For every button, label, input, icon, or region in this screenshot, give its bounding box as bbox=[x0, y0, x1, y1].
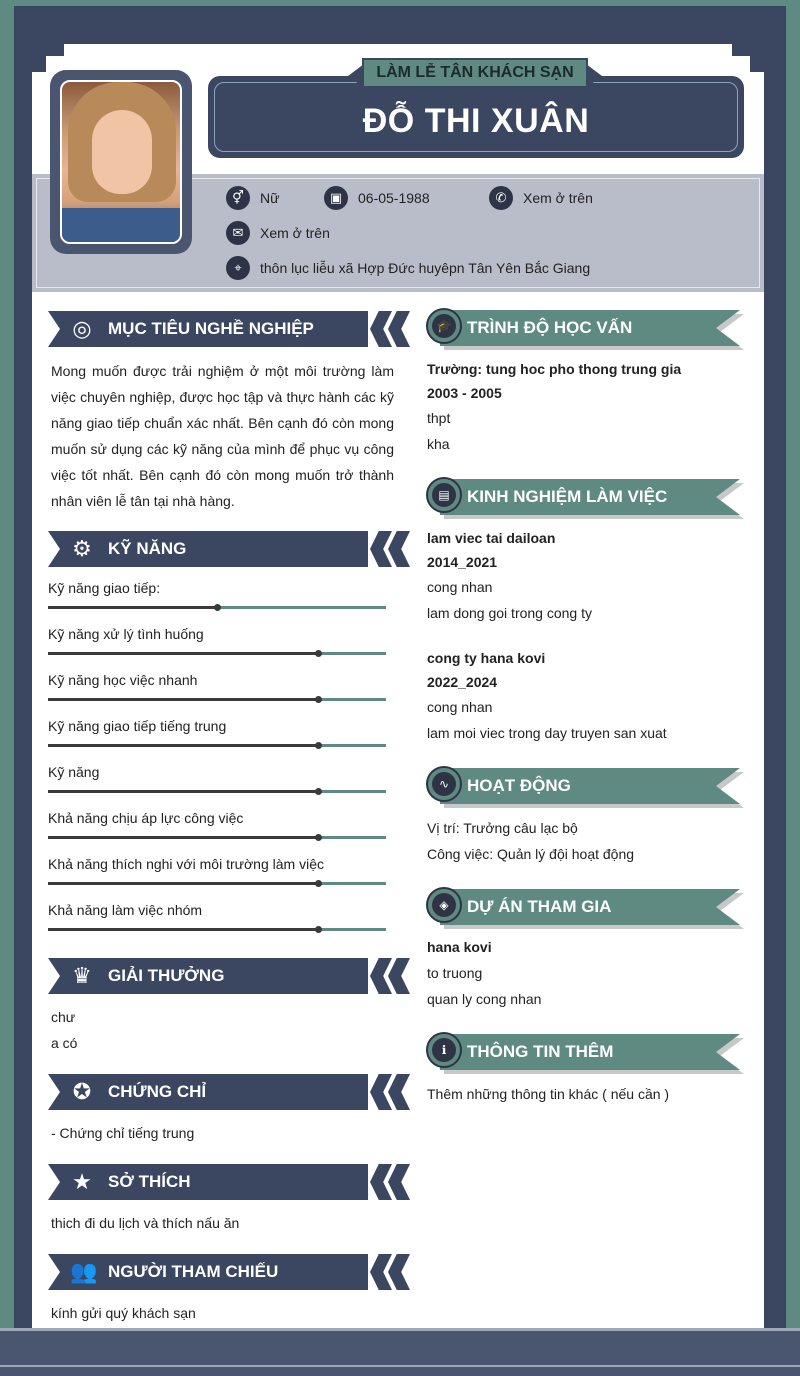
skill-bar-fill bbox=[48, 882, 318, 885]
activities-header bbox=[426, 766, 742, 804]
skill-bar-fill bbox=[48, 652, 318, 655]
skill-bar bbox=[48, 882, 386, 885]
objective-text[interactable]: Mong muốn được trải nghiệm ở một môi trường làm việc chuyên nghiệp, được học tập và thực hành các kỹ năng giao tiếp chuẩn xác nhất. Bên cạnh đó còn mong muốn sử dụng các kỹ năng của mình để phục vụ công việc tốt nhất. Bên cạnh đó còn mong muốn trở thành nhân viên lễ tân tại nhà hàng. bbox=[51, 363, 394, 509]
skill-label[interactable]: Kỹ năng bbox=[48, 764, 100, 780]
activity-line[interactable]: Vị trí: Trưởng câu lạc bộ bbox=[427, 820, 578, 836]
skill-bar-fill bbox=[48, 698, 318, 701]
skill-bar bbox=[48, 744, 386, 747]
activity-line[interactable]: Công việc: Quản lý đội hoạt động bbox=[427, 846, 635, 862]
project-name[interactable]: hana kovi bbox=[427, 939, 492, 955]
skill-label[interactable]: Khả năng thích nghi với môi trường làm việc bbox=[48, 856, 324, 872]
extra-info-line[interactable]: Thêm những thông tin khác ( nếu cần ) bbox=[427, 1086, 670, 1102]
address-value[interactable]: thôn lục liễu xã Hợp Đức huyêpn Tân Yên Bắc Giang bbox=[260, 260, 591, 276]
awards-line[interactable]: chư bbox=[51, 1009, 76, 1025]
objective-title: MỤC TIÊU NGHỀ NGHIỆP bbox=[108, 319, 314, 338]
project-line[interactable]: to truong bbox=[427, 965, 483, 981]
job-role[interactable]: cong nhan bbox=[427, 699, 493, 715]
skill-bar-fill bbox=[48, 928, 318, 931]
references-header bbox=[48, 1254, 398, 1290]
avatar[interactable] bbox=[60, 80, 182, 244]
education-line[interactable]: thpt bbox=[427, 410, 451, 426]
certificates-title: CHỨNG CHỈ bbox=[108, 1082, 207, 1101]
certificate-line[interactable]: - Chứng chỉ tiếng trung bbox=[51, 1125, 195, 1141]
gender-icon: ⚥ bbox=[226, 186, 250, 210]
job-desc[interactable]: lam moi viec trong day truyen san xuat bbox=[427, 725, 667, 741]
skill-label[interactable]: Khả năng chịu áp lực công việc bbox=[48, 810, 244, 826]
hobby-line[interactable]: thich đi du lịch và thích nấu ăn bbox=[51, 1215, 240, 1231]
skill-label[interactable]: Khả năng làm việc nhóm bbox=[48, 902, 203, 918]
job-years[interactable]: 2014_2021 bbox=[427, 554, 498, 570]
briefcase-icon: ▤ bbox=[432, 483, 456, 507]
activities-title: HOẠT ĐỘNG bbox=[467, 776, 571, 795]
awards-title: GIẢI THƯỞNG bbox=[108, 966, 225, 985]
layers-icon: ◈ bbox=[432, 893, 456, 917]
education-header bbox=[426, 308, 742, 346]
project-line[interactable]: quan ly cong nhan bbox=[427, 991, 542, 1007]
email-icon: ✉ bbox=[226, 221, 250, 245]
pulse-icon: ∿ bbox=[432, 772, 456, 796]
job-role[interactable]: cong nhan bbox=[427, 579, 493, 595]
people-icon: 👥 bbox=[70, 1259, 98, 1284]
job-title-ribbon bbox=[348, 58, 602, 92]
skill-label[interactable]: Kỹ năng giao tiếp: bbox=[48, 580, 161, 596]
phone-icon: ✆ bbox=[489, 186, 513, 210]
avatar-frame bbox=[50, 70, 192, 254]
skill-bar bbox=[48, 698, 386, 701]
skill-bar-fill bbox=[48, 606, 217, 609]
frame-notch bbox=[46, 44, 64, 56]
education-line[interactable]: kha bbox=[427, 436, 450, 452]
skills-title: KỸ NĂNG bbox=[108, 539, 187, 558]
gender-item bbox=[226, 186, 279, 210]
education-school[interactable]: Trường: tung hoc pho thong trung gia bbox=[427, 361, 682, 377]
birthdate-value[interactable]: 06-05-1988 bbox=[358, 190, 430, 206]
skill-label[interactable]: Kỹ năng học việc nhanh bbox=[48, 672, 198, 688]
education-title: TRÌNH ĐỘ HỌC VẤN bbox=[467, 318, 633, 337]
location-icon: ⌖ bbox=[226, 256, 250, 280]
gear-icon: ⚙ bbox=[72, 536, 92, 561]
skill-bar bbox=[48, 836, 386, 839]
calendar-icon: ▣ bbox=[324, 186, 348, 210]
skill-bar-fill bbox=[48, 790, 318, 793]
job-company[interactable]: lam viec tai dailoan bbox=[427, 530, 556, 546]
job-company[interactable]: cong ty hana kovi bbox=[427, 650, 546, 666]
skill-label[interactable]: Kỹ năng giao tiếp tiếng trung bbox=[48, 718, 227, 734]
skill-bar-handle bbox=[214, 604, 221, 611]
projects-title: DỰ ÁN THAM GIA bbox=[467, 897, 612, 916]
graduation-cap-icon: 🎓 bbox=[432, 314, 456, 338]
extra-info-header bbox=[426, 1032, 742, 1070]
job-desc[interactable]: lam dong goi trong cong ty bbox=[427, 605, 592, 621]
birthdate-item bbox=[324, 186, 430, 210]
skill-bar bbox=[48, 928, 386, 931]
trophy-icon: ♛ bbox=[72, 963, 92, 988]
awards-line[interactable]: a có bbox=[51, 1035, 78, 1051]
candidate-name[interactable]: ĐỖ THI XUÂN bbox=[362, 102, 590, 140]
skills-header bbox=[48, 531, 398, 567]
phone-value[interactable]: Xem ở trên bbox=[523, 190, 593, 206]
frame-notch bbox=[732, 44, 750, 56]
hobbies-header bbox=[48, 1164, 398, 1200]
badge-icon: ✪ bbox=[72, 1079, 92, 1104]
hobbies-title: SỞ THÍCH bbox=[108, 1172, 191, 1191]
skill-bar bbox=[48, 606, 386, 609]
references-title: NGƯỜI THAM CHIẾU bbox=[108, 1262, 279, 1281]
awards-header bbox=[48, 958, 398, 994]
phone-item bbox=[489, 186, 593, 210]
experience-title: KINH NGHIỆM LÀM VIỆC bbox=[467, 487, 668, 506]
education-years[interactable]: 2003 - 2005 bbox=[427, 385, 502, 401]
experience-header bbox=[426, 477, 742, 515]
frame-notch bbox=[32, 44, 46, 72]
info-icon: ℹ bbox=[432, 1038, 456, 1062]
skill-bar bbox=[48, 652, 386, 655]
skill-bar-fill bbox=[48, 744, 318, 747]
extra-info-title: THÔNG TIN THÊM bbox=[467, 1042, 614, 1061]
email-item bbox=[226, 221, 330, 245]
star-icon: ★ bbox=[72, 1169, 92, 1194]
footer-band bbox=[0, 1328, 800, 1376]
projects-header bbox=[426, 887, 742, 925]
skill-bar bbox=[48, 790, 386, 793]
reference-line[interactable]: kính gửi quý khách sạn bbox=[51, 1305, 196, 1321]
skill-label[interactable]: Kỹ năng xử lý tình huống bbox=[48, 626, 204, 642]
job-title[interactable]: LÀM LỄ TÂN KHÁCH SẠN bbox=[362, 58, 588, 88]
frame-notch bbox=[750, 44, 764, 72]
skill-bar-fill bbox=[48, 836, 318, 839]
gender-value[interactable]: Nữ bbox=[260, 190, 280, 206]
target-icon: ◎ bbox=[72, 316, 92, 341]
address-item bbox=[226, 256, 590, 280]
certificates-header bbox=[48, 1074, 398, 1110]
job-years[interactable]: 2022_2024 bbox=[427, 674, 498, 690]
objective-header bbox=[48, 311, 398, 347]
email-value[interactable]: Xem ở trên bbox=[260, 225, 330, 241]
